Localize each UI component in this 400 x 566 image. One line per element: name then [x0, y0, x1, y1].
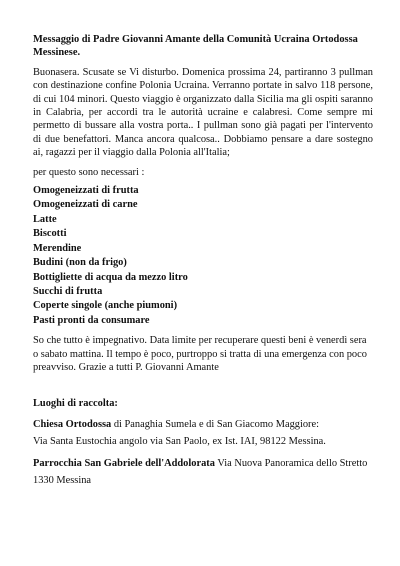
collection-point-church [33, 417, 373, 451]
list-item: Omogeneizzati di carne [33, 199, 138, 211]
list-item: Omogeneizzati di frutta [33, 185, 139, 197]
list-item: Succhi di frutta [33, 285, 103, 297]
list-item: Bottigliette di acqua da mezzo litro [33, 271, 188, 283]
list-item: Merendine [33, 242, 82, 254]
church-name: Chiesa Ortodossa [33, 418, 112, 430]
church-description: di Panaghia Sumela e di San Giacomo Maggiore: [111, 418, 320, 430]
list-item: Biscotti [33, 228, 67, 240]
list-item: Budini (non da frigo) [33, 257, 127, 269]
needs-lead: per questo sono necessari : [33, 166, 145, 178]
message-title: Messaggio di Padre Giovanni Amante della Comunità Ucraina Ortodossa Messinese. [33, 34, 358, 59]
parish-address: Via Nuova Panoramica dello Stretto 1330 Messina [33, 458, 368, 487]
list-item: Pasti pronti da consumare [33, 314, 150, 326]
list-item: Coperte singole (anche piumoni) [33, 300, 178, 312]
document-page [33, 33, 373, 496]
intro-paragraph: Buonasera. Scusate se Vi disturbo. Domenica prossima 24, partiranno 3 pullman con destinazione confine Polonia Ucraina. Verranno portate in salvo 118 persone, di cui 104 minori. Questo viaggio è organizzato dalla Sicilia ma gli ospiti saranno in Calabria, per accordi tra le autorità ucraine e calabresi. Come sempre mi permetto di bussare alla vostra porta.. I pullman sono già pagati per l'intervento di due benefattori. Manca ancora qualcosa.. Dobbiamo pensare a dare sostegno ai, ragazzi per il viaggio dalla Polonia all'Italia; [33, 66, 373, 159]
list-item: Latte [33, 213, 57, 225]
collection-point-parish [33, 456, 373, 490]
parish-name: Parrocchia San Gabriele dell'Addolorata [33, 458, 215, 470]
church-address: Via Santa Eustochia angolo via San Paolo, ex Ist. IAI, 98122 Messina. [33, 435, 326, 447]
collection-points-heading: Luoghi di raccolta: [33, 398, 118, 410]
closing-paragraph: So che tutto è impegnativo. Data limite per recuperare questi beni è venerdì sera o sabato mattina. Il tempo è poco, purtroppo si tratta di una emergenza con poco preavviso. Grazie a tutti P. Giovanni Amante [33, 335, 367, 373]
needs-list [33, 184, 373, 328]
